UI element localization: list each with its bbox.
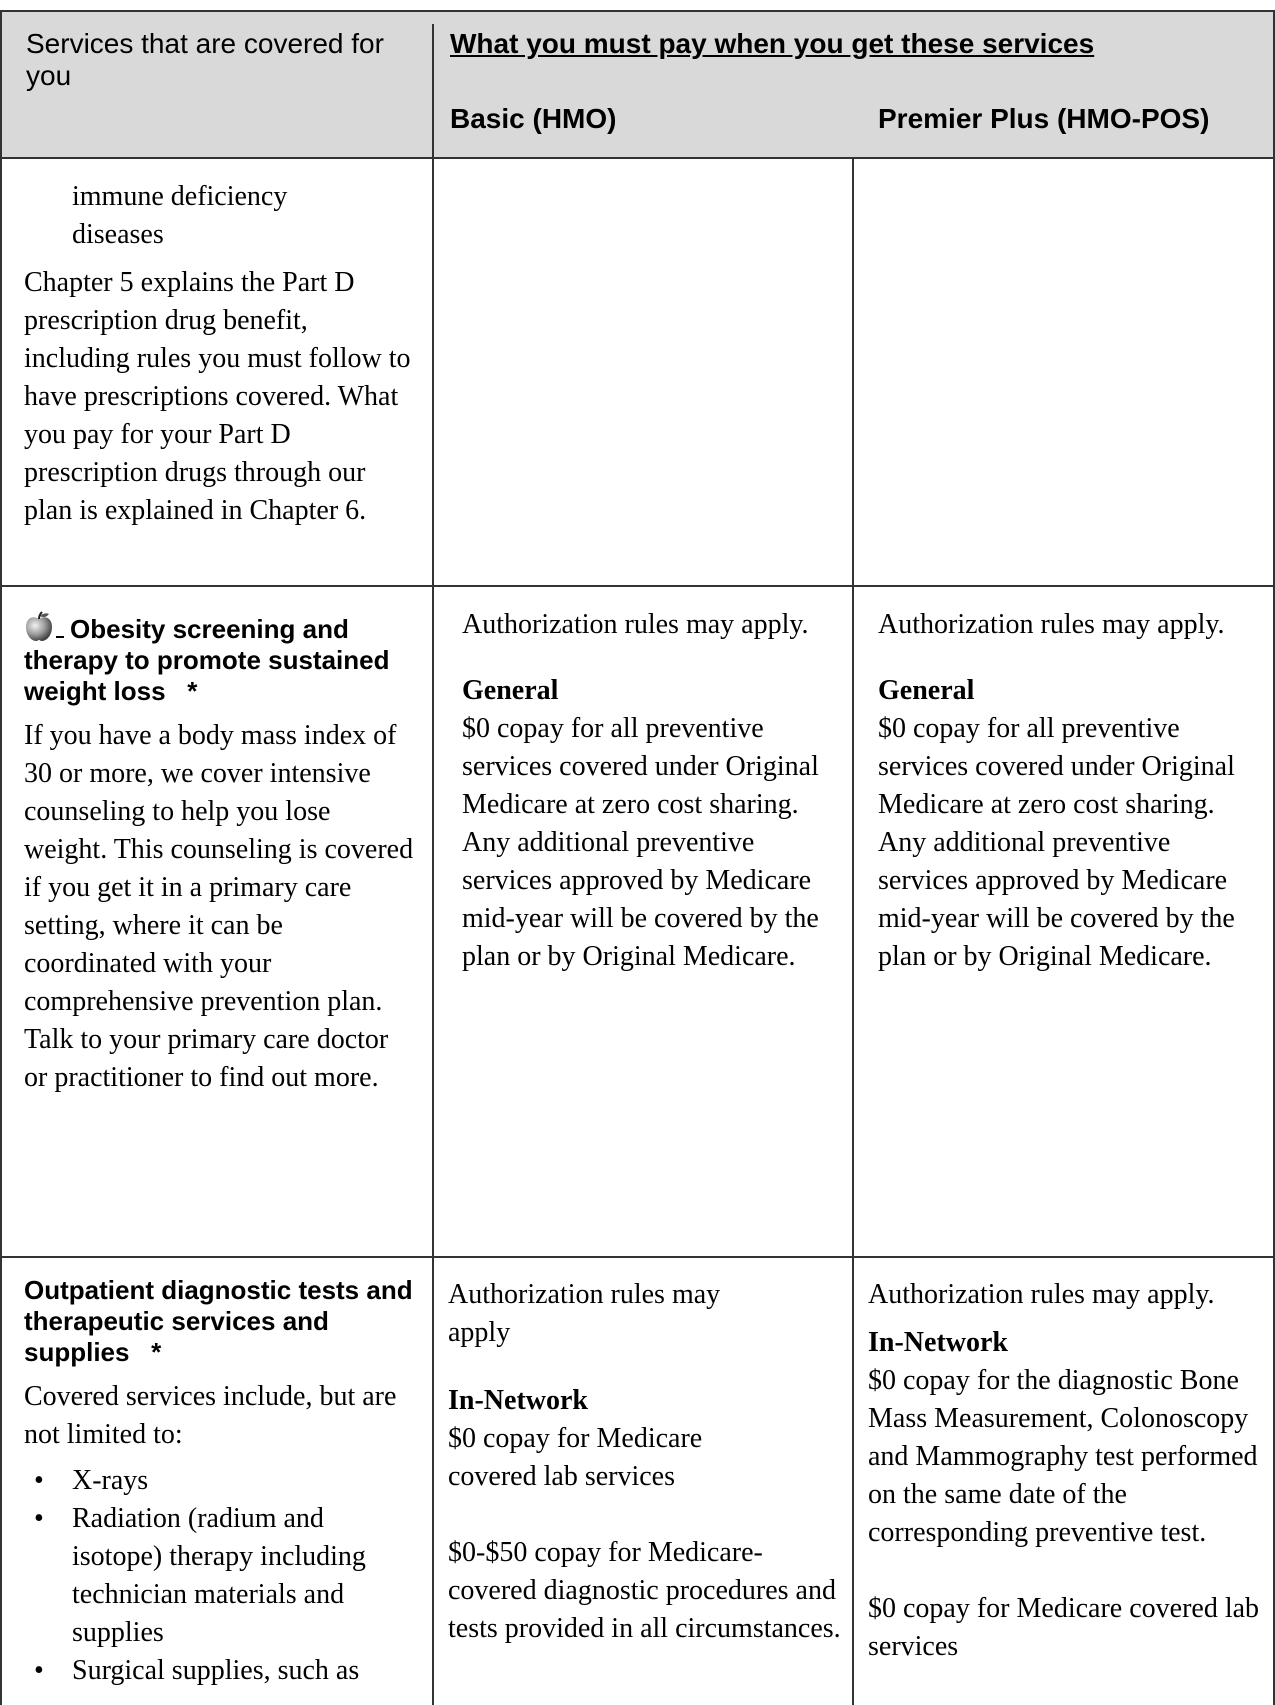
header-bottom-border: [0, 157, 1275, 159]
table-top-border: [0, 10, 1275, 12]
premier-general-heading: General: [878, 675, 975, 706]
row2-bottom-border: [0, 1256, 1275, 1258]
row3-basic-cell: [448, 1276, 843, 1648]
obesity-title-star: *: [187, 676, 198, 706]
apple-icon: [24, 610, 54, 642]
premier-general-text: $0 copay for all preventive services covered under Original Medicare at zero cost sharing. Any additional preventive services approved by Medicare mid-year will be covered by the plan or by Original Medicare.: [878, 713, 1235, 972]
basic-auth-note: Authorization rules may apply.: [462, 609, 809, 640]
basic-diagnostic-text: $0-$50 copay for Medicare-covered diagnostic procedures and tests provided in all circumstances.: [448, 1537, 841, 1644]
obesity-service-title: [24, 610, 414, 707]
premier-auth-note: Authorization rules may apply.: [878, 609, 1225, 640]
basic-outpatient-auth: Authorization rules may apply: [448, 1279, 721, 1348]
row1-services-cell: [24, 178, 414, 530]
part-d-paragraph: Chapter 5 explains the Part D prescription drug benefit, including rules you must follow to have prescriptions covered. What you pay for your Part D prescription drugs through our plan is explained in Chapter 6.: [24, 267, 411, 526]
row2-premier-cell: [878, 606, 1263, 976]
premier-outpatient-auth: Authorization rules may apply.: [868, 1279, 1215, 1310]
list-item: • X-rays: [24, 1462, 414, 1500]
basic-lab-services-text: $0 copay for Medicare covered lab services: [448, 1423, 703, 1492]
column-divider-2: [852, 157, 854, 1705]
header-premier-plan: Premier Plus (HMO-POS): [878, 103, 1210, 134]
outpatient-bullet-list: [24, 1462, 414, 1690]
list-item: • Radiation (radium and isotope) therapy including technician materials and supplies: [24, 1500, 414, 1652]
row3-premier-cell: [868, 1276, 1268, 1666]
column-divider-1: [432, 24, 434, 1705]
outpatient-title-text: Outpatient diagnostic tests and therapeutic services and supplies: [24, 1275, 413, 1367]
outpatient-title-star: *: [151, 1337, 162, 1367]
header-basic-plan: Basic (HMO): [450, 103, 617, 134]
row1-bottom-border: [0, 585, 1275, 587]
header-services-label: Services that are covered for you: [26, 28, 384, 91]
premier-in-network-heading: In-Network: [868, 1327, 1008, 1358]
row2-basic-cell: [462, 606, 842, 976]
list-item: • Surgical supplies, such as: [24, 1652, 414, 1690]
outpatient-intro: Covered services include, but are not limited to:: [24, 1381, 397, 1450]
premier-lab-services-text: $0 copay for Medicare covered lab services: [868, 1593, 1260, 1662]
table-left-border: [0, 10, 2, 1705]
obesity-title-text: Obesity screening and therapy to promote sustained weight loss: [24, 614, 390, 706]
apple-dash-mark: [56, 636, 64, 638]
header-pay-title: What you must pay when you get these services: [450, 28, 1095, 59]
row2-services-cell: [24, 610, 414, 1097]
bullet-continuation: immune deficiency diseases: [72, 181, 288, 250]
basic-general-heading: General: [462, 675, 559, 706]
basic-in-network-heading: In-Network: [448, 1385, 588, 1416]
obesity-description: If you have a body mass index of 30 or more, we cover intensive counseling to help you lose weight. This counseling is covered if you get it in a primary care setting, where it can be coordinated with your comprehensive prevention plan. Talk to your primary care doctor or practitioner to find out more.: [24, 720, 414, 1093]
outpatient-service-title: [24, 1275, 414, 1368]
premier-diagnostic-text: $0 copay for the diagnostic Bone Mass Measurement, Colonoscopy and Mammography test performed on the same date of the corresponding preventive test.: [868, 1365, 1258, 1548]
basic-general-text: $0 copay for all preventive services covered under Original Medicare at zero cost sharing. Any additional preventive services approved by Medicare mid-year will be covered by the plan or by Original Medicare.: [462, 713, 819, 972]
row3-services-cell: [24, 1275, 414, 1690]
